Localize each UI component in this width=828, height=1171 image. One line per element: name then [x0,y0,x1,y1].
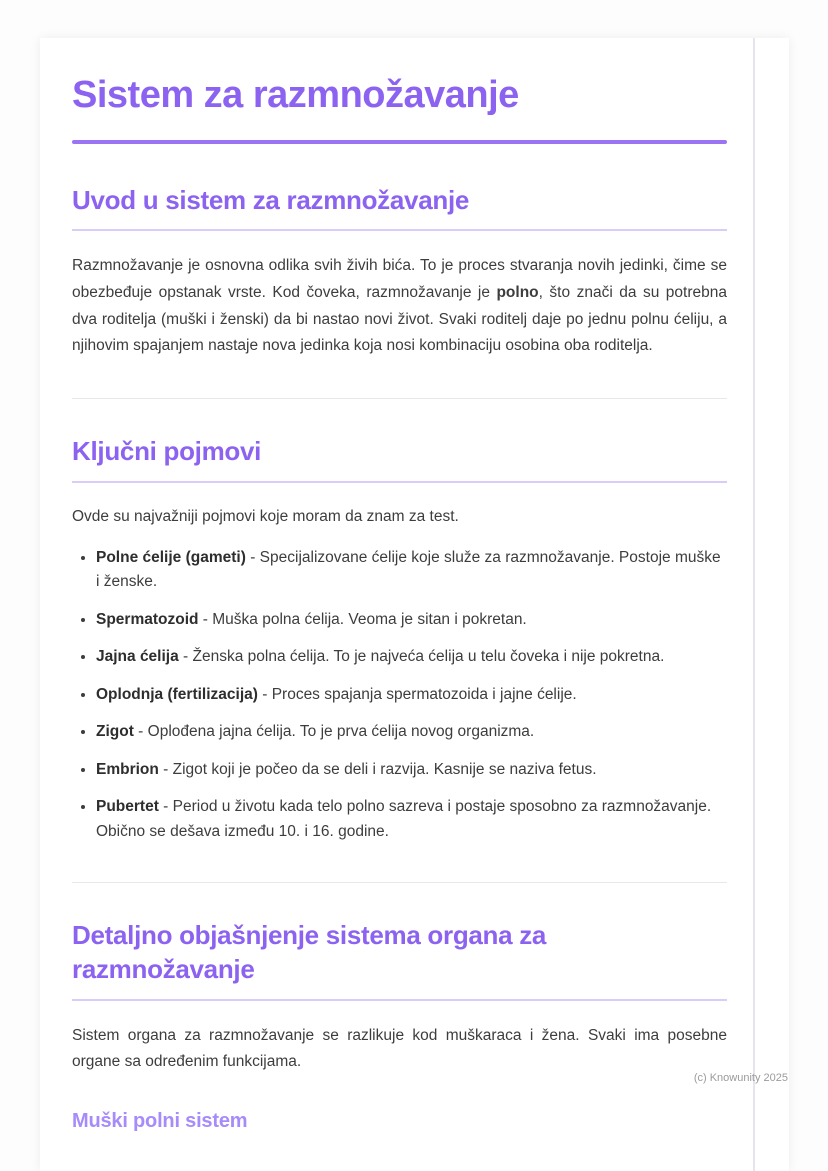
footer-credit: (c) Knowunity 2025 [693,1072,788,1084]
term-description: - Muška polna ćelija. Veoma je sitan i pokretan. [198,610,527,628]
intro-paragraph-after: , što znači da su potrebna dva roditelja (muški i ženski) da bi nastao novi život. Svaki roditelj daje po jednu polnu ćeliju, a njihovim spajanjem nastaje nova jedinka koja nosi kombinaciju osobina oba roditelja. [72,284,727,355]
key-terms-list [72,546,727,844]
list-item [96,720,727,744]
key-terms-intro: Ovde su najvažniji pojmovi koje moram da znam za test. [72,507,459,525]
list-item [96,758,727,782]
list-item [96,795,727,844]
intro-paragraph-before: Razmnožavanje je osnovna odlika svih živih bića. To je proces stvaranja novih jedinki, čime se obezbeđuje opstanak vrste. Kod čoveka, razmnožavanje je [72,257,727,302]
intro-paragraph [72,253,727,360]
section-heading-intro: Uvod u sistem za razmnožavanje [72,184,727,232]
term-description: - Proces spajanja spermatozoida i jajne ćelije. [257,685,577,703]
term-label: Oplodnja (fertilizacija) [96,685,258,703]
section-divider [72,398,727,399]
term-description: - Period u životu kada telo polno sazreva i postaje sposobno za razmnožavanje. Obično se dešava između 10. i 16. godine. [96,798,712,840]
list-item [96,645,727,669]
title-rule [72,140,727,144]
subsection-heading-male-system: Muški polni sistem [72,1109,248,1132]
section-heading-detail: Detaljno objašnjenje sistema organa za razmnožavanje [72,919,727,1001]
term-label: Pubertet [96,798,159,816]
list-item [96,608,727,632]
section-heading-key-terms: Ključni pojmovi [72,435,727,483]
page-title: Sistem za razmnožavanje [72,74,519,116]
term-description: - Zigot koji je počeo da se deli i razvija. Kasnije se naziva fetus. [158,760,597,778]
section-divider [72,882,727,883]
term-label: Zigot [96,723,134,741]
document-content [40,38,789,1133]
page-card [40,38,789,1171]
term-label: Jajna ćelija [96,648,179,666]
detail-paragraph: Sistem organa za razmnožavanje se razlikuje kod muškaraca i žena. Svaki ima posebne organe sa određenim funkcijama. [72,1026,727,1071]
term-label: Embrion [96,760,159,778]
term-description: - Ženska polna ćelija. To je najveća ćelija u telu čoveka i nije pokretna. [178,648,665,666]
bold-keyword: polno [496,284,539,302]
term-description: - Oplođena jajna ćelija. To je prva ćelija novog organizma. [133,723,535,741]
term-label: Polne ćelije (gameti) [96,548,246,566]
list-item [96,683,727,707]
term-description: - Specijalizovane ćelije koje služe za razmnožavanje. Postoje muške i ženske. [96,548,721,591]
list-item [96,546,727,595]
term-label: Spermatozoid [96,610,199,628]
